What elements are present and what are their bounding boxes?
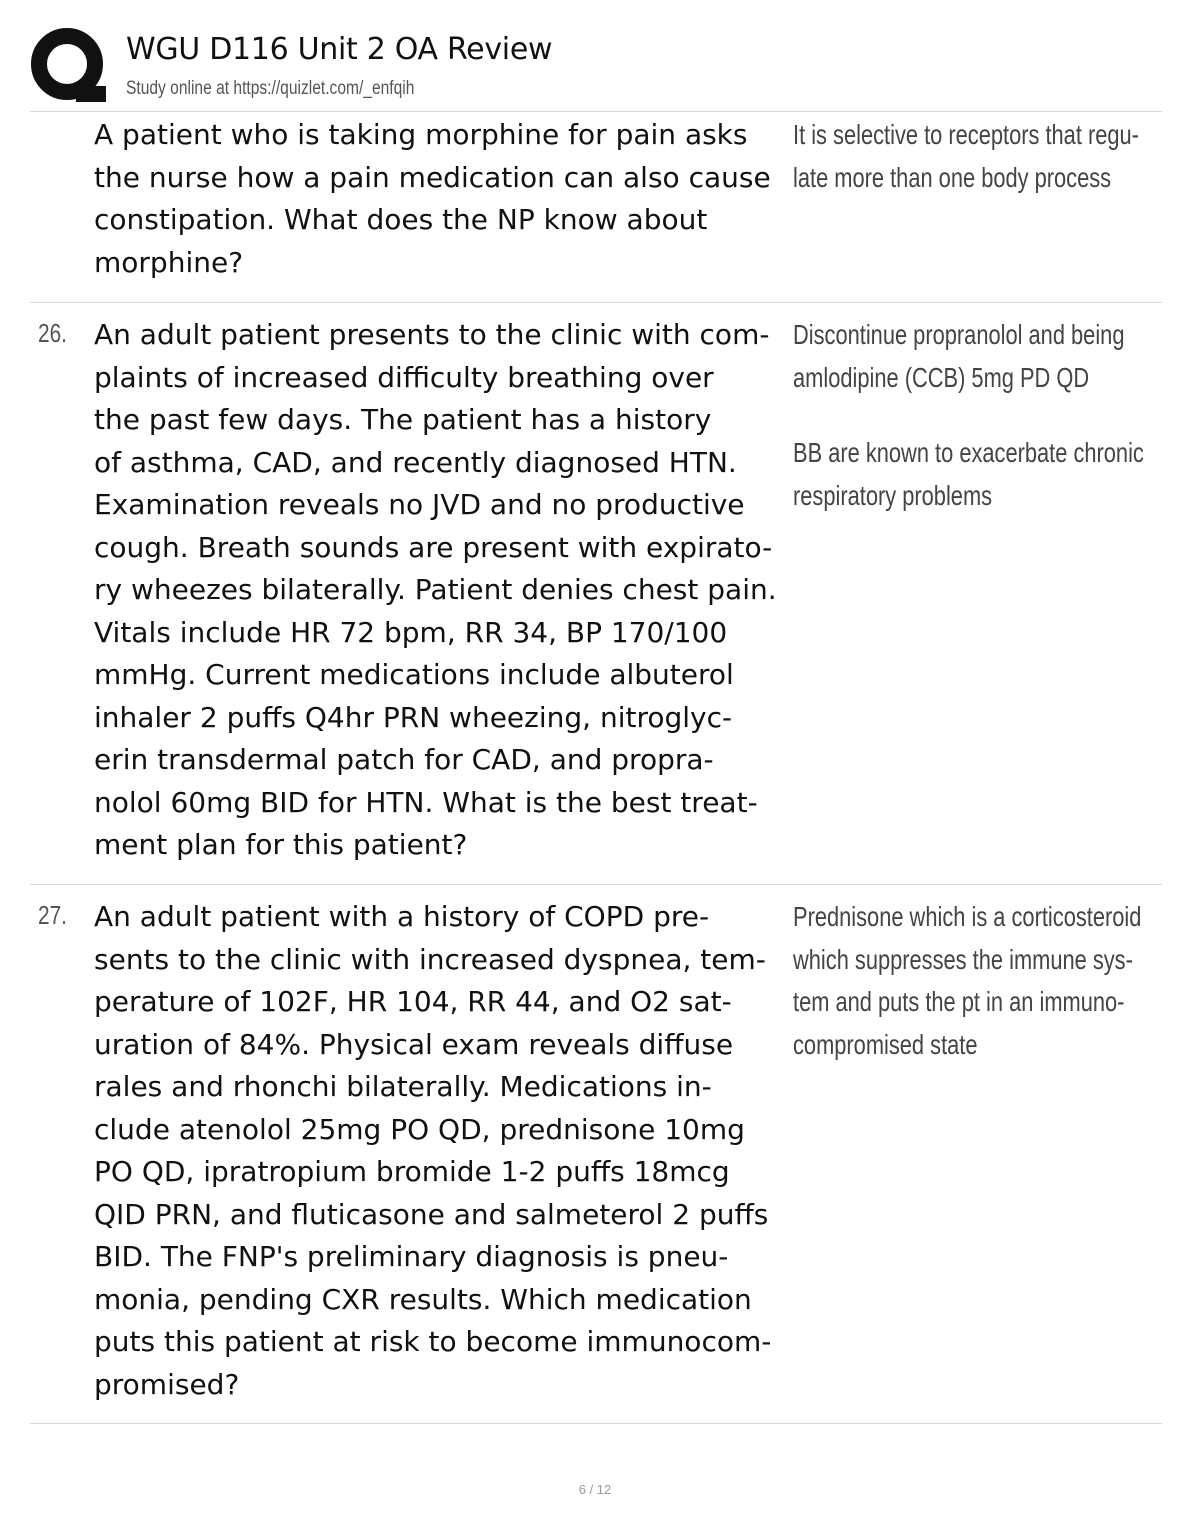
question-line: Examination reveals no JVD and no productive bbox=[94, 488, 745, 521]
answer-line: It is selective to receptors that regu- bbox=[793, 119, 1139, 150]
question-line: morphine? bbox=[94, 245, 244, 279]
question-line: perature of 102F, HR 104, RR 44, and O2 sat- bbox=[94, 985, 732, 1018]
question-line: inhaler 2 puffs Q4hr PRN wheezing, nitroglyc- bbox=[94, 700, 733, 734]
answer-line: tem and puts the pt in an immuno- bbox=[793, 986, 1125, 1017]
question-line: An adult patient with a history of COPD pre- bbox=[94, 900, 710, 933]
question-line: PO QD, ipratropium bromide 1-2 puffs 18mcg bbox=[94, 1155, 730, 1188]
answer-line: amlodipine (CCB) 5mg PD QD bbox=[793, 361, 1090, 393]
question-line: sents to the clinic with increased dyspnea, tem- bbox=[94, 942, 766, 976]
question-line: rales and rhonchi bilaterally. Medications in- bbox=[94, 1070, 712, 1103]
divider bbox=[30, 111, 1162, 112]
answer-paragraph-gap bbox=[793, 399, 1105, 432]
card-number: 26. bbox=[38, 318, 67, 348]
question-line: ment plan for this patient? bbox=[94, 828, 468, 861]
question-line: uration of 84%. Physical exam reveals diffuse bbox=[94, 1027, 734, 1061]
card-answer bbox=[793, 896, 1142, 1066]
question-line: An adult patient presents to the clinic with com- bbox=[94, 318, 770, 351]
question-line: QID PRN, and fluticasone and salmeterol 2 puffs bbox=[94, 1197, 769, 1231]
divider bbox=[30, 884, 1162, 885]
answer-line: which suppresses the immune sys- bbox=[793, 943, 1133, 975]
page-indicator: 6 / 12 bbox=[578, 1482, 612, 1497]
answer-line: respiratory problems bbox=[793, 479, 993, 511]
question-line: nolol 60mg BID for HTN. What is the best treat- bbox=[94, 785, 758, 819]
question-line: A patient who is taking morphine for pain asks bbox=[94, 118, 748, 151]
card-question bbox=[94, 314, 794, 867]
card-answer bbox=[793, 314, 1144, 517]
question-line: of asthma, CAD, and recently diagnosed HTN. bbox=[94, 445, 737, 479]
page-header bbox=[0, 0, 1190, 112]
question-line: puts this patient at risk to become immunocom- bbox=[94, 1325, 772, 1358]
question-line: cough. Breath sounds are present with expirato- bbox=[94, 530, 773, 564]
question-line: erin transdermal patch for CAD, and propra- bbox=[94, 743, 714, 776]
question-line: plaints of increased difficulty breathing over bbox=[94, 360, 714, 394]
card-question bbox=[94, 896, 794, 1406]
question-line: promised? bbox=[94, 1367, 240, 1401]
card-answer bbox=[793, 114, 1139, 199]
question-line: constipation. What does the NP know about bbox=[94, 203, 708, 236]
question-line: Vitals include HR 72 bpm, RR 34, BP 170/100 bbox=[94, 615, 728, 649]
flashcard-row bbox=[30, 114, 1162, 302]
card-question bbox=[94, 114, 794, 284]
quizlet-logo-icon bbox=[30, 28, 108, 108]
question-line: clude atenolol 25mg PO QD, prednisone 10mg bbox=[94, 1112, 745, 1146]
answer-line: Prednisone which is a corticosteroid bbox=[793, 901, 1142, 932]
card-number: 27. bbox=[38, 900, 67, 930]
study-online-link-text: Study online at https://quizlet.com/_enfqih bbox=[126, 78, 415, 99]
page-title: WGU D116 Unit 2 OA Review bbox=[126, 32, 553, 67]
question-line: BID. The FNP's preliminary diagnosis is pneu- bbox=[94, 1240, 729, 1273]
question-line: ry wheezes bilaterally. Patient denies chest pain. bbox=[94, 573, 777, 606]
answer-line: compromised state bbox=[793, 1028, 978, 1060]
divider bbox=[30, 1423, 1162, 1424]
question-line: the nurse how a pain medication can also cause bbox=[94, 160, 771, 194]
answer-line: BB are known to exacerbate chronic bbox=[793, 437, 1144, 468]
question-line: monia, pending CXR results. Which medication bbox=[94, 1282, 752, 1316]
flashcard-row bbox=[30, 314, 1162, 884]
question-line: the past few days. The patient has a history bbox=[94, 403, 712, 436]
flashcard-row bbox=[30, 896, 1162, 1424]
divider bbox=[30, 302, 1162, 303]
answer-line: late more than one body process bbox=[793, 161, 1112, 193]
question-line: mmHg. Current medications include albuterol bbox=[94, 658, 734, 691]
answer-line: Discontinue propranolol and being bbox=[793, 319, 1125, 350]
